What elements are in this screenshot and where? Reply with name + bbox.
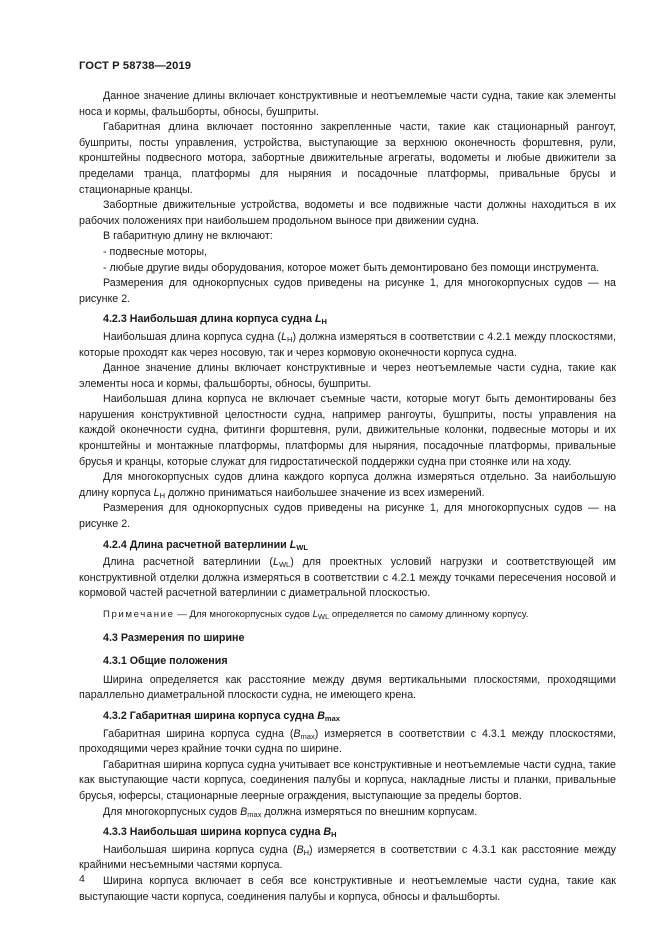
text: должна измеряться по внешним корпусам.: [261, 805, 478, 818]
text: Для многокорпусных судов: [103, 805, 241, 818]
paragraph: Данное значение длины включает конструктивные и неотъемлемые части судна, такие как элементы носа и кормы, фальшборты, обносы, бушприты.: [79, 90, 616, 118]
text: ) для проектных условий нагрузки и соответствующей им конструктивной отделки должна измеряться в соответствии с 4.2.1 между точками пересечения носовой и кормовой частей расчетной ватерлинии с диаметральной плоскостью.: [79, 556, 616, 600]
text: Для многокорпусных судов длина каждого корпуса должна измеряться отдельно. За наибольшую длину корпуса: [79, 471, 616, 499]
paragraph: Данное значение длины включает конструктивные и через неотъемлемые части судна, такие как элементы носа и кормы, фальшборты, обносы, бушприты.: [79, 362, 616, 390]
text: ) измеряется в соответствии с 4.3.1 как расстояние между крайними несъемными частями корпуса.: [79, 843, 616, 872]
paragraph: Габаритная ширина корпуса судна учитывает все конструктивные и неотъемлемые части судна, такие как выступающие части корпуса, соединения палубы и корпуса, накладные листы и планки, привальные брусья, юферсы, стационарные леерные ограждения, выступающие за пределы бортов.: [79, 758, 616, 802]
section-heading-4-3-3: [79, 825, 616, 841]
symbol: L: [312, 609, 318, 620]
text: Наибольшая ширина корпуса судна (: [103, 843, 297, 856]
paragraph: [79, 330, 616, 361]
document-body: [79, 89, 616, 905]
subscript: max: [247, 809, 262, 819]
section-heading-4-2-3: [79, 312, 616, 328]
text: — Для многокорпусных судов: [174, 609, 313, 620]
subscript: H: [321, 317, 327, 327]
heading-text: 4.3.2 Габаритная ширина корпуса судна: [103, 709, 318, 722]
symbol: L: [273, 556, 279, 569]
subscript: WL: [317, 612, 330, 621]
heading-text: 4.2.4 Длина расчетной ватерлинии: [103, 538, 290, 551]
text: определяется по самому длинному корпусу.: [329, 609, 529, 620]
section-heading-4-2-4: [79, 538, 616, 554]
symbol: B: [317, 709, 325, 722]
paragraph: Ширина корпуса включает в себя все конструктивные и неотъемлемые части судна, такие как выступающие части корпуса, соединения палубы и корпуса, обносы и фальшборты.: [79, 874, 616, 903]
text: Длина расчетной ватерлинии (: [103, 556, 273, 569]
list-item: - любые другие виды оборудования, которое может быть демонтировано без помощи инструмента.: [103, 261, 600, 274]
list-item: - подвесные моторы,: [103, 245, 207, 258]
text: ) должна измеряться в соответствии с 4.2.1 между плоскостями, которые проходят как через носовую, так и через кормовую оконечности корпуса судна.: [79, 330, 616, 359]
symbol: L: [289, 538, 297, 551]
paragraph: Габаритная длина включает постоянно закрепленные части, такие как стационарный рангоут, бушприты, посты управления, устройства, выступающие за верхнюю оконечность форштевня, рули, кронштейны подвесного мотора, забортные движительные агрегаты, водометы и любые движители за пределами транца, платформы для ныряния и посадочные платформы, привальные брусы и стационарные кранцы.: [79, 121, 616, 196]
text: ) измеряется в соответствии с 4.3.1 между плоскостями, проходящими через крайние точки судна по ширине.: [79, 727, 617, 756]
section-heading-4-3-1: 4.3.1 Общие положения: [103, 655, 228, 668]
paragraph: [79, 843, 616, 874]
symbol: B: [296, 843, 304, 856]
subscript: WL: [278, 560, 291, 570]
heading-text: 4.3.3 Наибольшая ширина корпуса судна: [103, 826, 324, 839]
page-number: 4: [79, 873, 85, 885]
note: [79, 607, 616, 623]
paragraph: [79, 470, 616, 501]
symbol: L: [281, 330, 288, 343]
paragraph: [79, 805, 616, 821]
section-heading-4-3: 4.3 Размерения по ширине: [103, 631, 245, 644]
subscript: max: [324, 713, 340, 723]
paragraph: Размерения для однокорпусных судов приведены на рисунке 1, для многокорпусных судов — на рисунке 2.: [79, 277, 616, 305]
subscript: H: [159, 490, 165, 500]
paragraph: Ширина определяется как расстояние между двумя вертикальными плоскостями, проходящими параллельно диаметральной плоскости судна, не имеющего крена.: [79, 673, 616, 702]
subscript: max: [300, 731, 315, 741]
subscript: H: [303, 847, 310, 857]
document-header: ГОСТ Р 58738—2019: [79, 60, 192, 72]
subscript: H: [287, 334, 293, 344]
paragraph: Забортные движительные устройства, водометы и все подвижные части должны находиться в их рабочих положениях при наибольшем продольном выносе при движении судна.: [79, 199, 616, 227]
text: должно приниматься наибольшее значение из всех измерений.: [164, 486, 485, 499]
symbol: B: [323, 826, 332, 839]
symbol: B: [240, 805, 248, 818]
symbol: L: [314, 313, 322, 326]
symbol: B: [293, 727, 301, 740]
paragraph: [79, 555, 616, 602]
note-label: Примечание: [103, 609, 175, 620]
paragraph: Наибольшая длина корпуса не включает съемные части, которые могут быть демонтированы без нарушения конструктивной целостности судна, например рангоуты, бушприты, посты управления на каждой оконечности судна, фитинги форштевня, рули, движительные колонки, подвесные моторы и их кронштейны и монтажные платформы, платформы для ныряния, посадочные платформы, привальные брусья и кранцы, которые служат для гидростатической поддержки судна при стоянке или на ходу.: [79, 393, 616, 468]
text: Габаритная ширина корпуса судна (: [103, 727, 294, 740]
symbol: L: [153, 486, 160, 499]
text: Наибольшая длина корпуса судна (: [103, 330, 282, 343]
section-heading-4-3-2: [79, 709, 616, 725]
paragraph: В габаритную длину не включают:: [103, 230, 273, 243]
paragraph: Размерения для однокорпусных судов приведены на рисунке 1, для многокорпусных судов — на рисунке 2.: [79, 502, 616, 531]
subscript: H: [331, 830, 337, 840]
subscript: WL: [296, 542, 308, 552]
heading-text: 4.2.3 Наибольшая длина корпуса судна: [103, 313, 315, 326]
paragraph: [79, 727, 616, 758]
